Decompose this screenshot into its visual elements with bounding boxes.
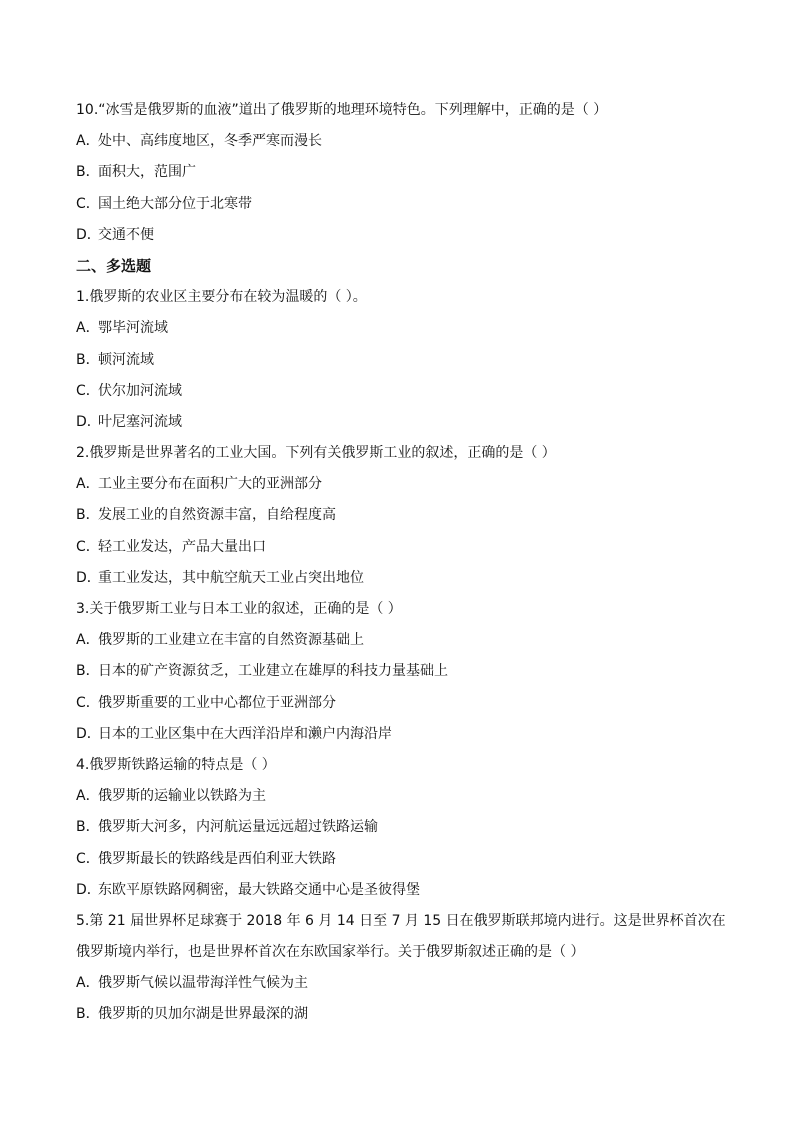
answer-option (76, 349, 736, 380)
option-letter: C． (76, 382, 100, 399)
section-heading (76, 255, 736, 286)
answer-option (76, 660, 736, 691)
option-text: 处中、高纬度地区，冬季严寒而漫长 (98, 133, 322, 150)
answer-option (76, 193, 736, 224)
answer-option (76, 504, 736, 535)
answer-option (76, 224, 736, 255)
option-text: 叶尼塞河流域 (98, 413, 182, 430)
option-text: 发展工业的自然资源丰富，自给程度高 (98, 507, 336, 524)
question-text (76, 99, 736, 130)
question-stem: 10.“冰雪是俄罗斯的血液”道出了俄罗斯的地理环境特色。下列理解中，正确的是（ ） (76, 102, 608, 118)
answer-option (76, 380, 736, 411)
answer-option (76, 130, 736, 161)
option-letter: A． (76, 975, 100, 992)
question-stem: 1.俄罗斯的农业区主要分布在较为温暖的（ ）。 (76, 289, 367, 306)
option-letter: B． (76, 351, 100, 368)
option-text: 鄂毕河流域 (98, 320, 168, 337)
option-letter: D． (76, 226, 101, 243)
option-letter: C． (76, 538, 100, 555)
question-text (76, 941, 736, 972)
option-text: 交通不便 (98, 226, 154, 243)
option-letter: C． (76, 694, 100, 711)
answer-option (76, 161, 736, 192)
answer-option (76, 816, 736, 847)
option-text: 俄罗斯大河多，内河航运量远远超过铁路运输 (98, 819, 378, 836)
option-letter: A． (76, 476, 100, 493)
answer-option (76, 972, 736, 1003)
answer-option (76, 567, 736, 598)
answer-option (76, 692, 736, 723)
option-letter: C． (76, 195, 100, 212)
answer-option (76, 629, 736, 660)
option-letter: A． (76, 320, 100, 337)
option-letter: B． (76, 1006, 100, 1023)
option-text: 伏尔加河流域 (98, 382, 182, 399)
option-text: 俄罗斯重要的工业中心都位于亚洲部分 (98, 694, 336, 711)
option-text: 俄罗斯的运输业以铁路为主 (98, 788, 266, 805)
option-letter: B． (76, 819, 100, 836)
answer-option (76, 317, 736, 348)
option-text: 工业主要分布在面积广大的亚洲部分 (98, 476, 322, 493)
option-text: 顿河流域 (98, 351, 154, 368)
option-text: 日本的矿产资源贫乏，工业建立在雄厚的科技力量基础上 (98, 663, 448, 680)
option-letter: D． (76, 881, 101, 898)
option-text: 轻工业发达，产品大量出口 (98, 538, 266, 555)
question-text (76, 442, 736, 473)
question-text (76, 286, 736, 317)
option-text: 俄罗斯最长的铁路线是西伯利亚大铁路 (98, 850, 336, 867)
option-letter: D． (76, 725, 101, 742)
answer-option (76, 785, 736, 816)
option-text: 俄罗斯气候以温带海洋性气候为主 (98, 975, 308, 992)
option-text: 日本的工业区集中在大西洋沿岸和濑户内海沿岸 (98, 725, 392, 742)
option-letter: D． (76, 569, 101, 586)
option-text: 面积大，范围广 (98, 164, 196, 181)
document-page (76, 99, 736, 1035)
question-stem: 3.关于俄罗斯工业与日本工业的叙述，正确的是（ ） (76, 601, 402, 617)
section-heading-text: 二、多选题 (76, 256, 152, 275)
option-text: 东欧平原铁路网稠密，最大铁路交通中心是圣彼得堡 (98, 881, 420, 898)
option-text: 俄罗斯的贝加尔湖是世界最深的湖 (98, 1006, 308, 1023)
option-letter: C． (76, 850, 100, 867)
question-text (76, 754, 736, 785)
option-text: 俄罗斯的工业建立在丰富的自然资源基础上 (98, 632, 364, 649)
option-letter: B． (76, 663, 100, 680)
option-text: 重工业发达，其中航空航天工业占突出地位 (98, 569, 364, 586)
question-text (76, 598, 736, 629)
option-letter: A． (76, 788, 100, 805)
answer-option (76, 723, 736, 754)
answer-option (76, 1003, 736, 1034)
option-letter: B． (76, 164, 100, 181)
option-letter: D． (76, 413, 101, 430)
answer-option (76, 879, 736, 910)
question-text (76, 910, 736, 941)
option-text: 国土绝大部分位于北寒带 (98, 195, 252, 212)
option-letter: B． (76, 507, 100, 524)
option-letter: A． (76, 133, 100, 150)
answer-option (76, 536, 736, 567)
option-letter: A． (76, 632, 100, 649)
answer-option (76, 473, 736, 504)
question-stem: 俄罗斯境内举行，也是世界杯首次在东欧国家举行。关于俄罗斯叙述正确的是（ ） (76, 944, 585, 961)
answer-option (76, 411, 736, 442)
answer-option (76, 848, 736, 879)
question-stem: 2.俄罗斯是世界著名的工业大国。下列有关俄罗斯工业的叙述，正确的是（ ） (76, 445, 556, 462)
question-stem: 4.俄罗斯铁路运输的特点是（ ） (76, 756, 276, 773)
question-stem: 5.第 21 届世界杯足球赛于 2018 年 6 月 14 日至 7 月 15 日在俄罗斯联邦境内进行。这是世界杯首次在 (76, 912, 726, 929)
